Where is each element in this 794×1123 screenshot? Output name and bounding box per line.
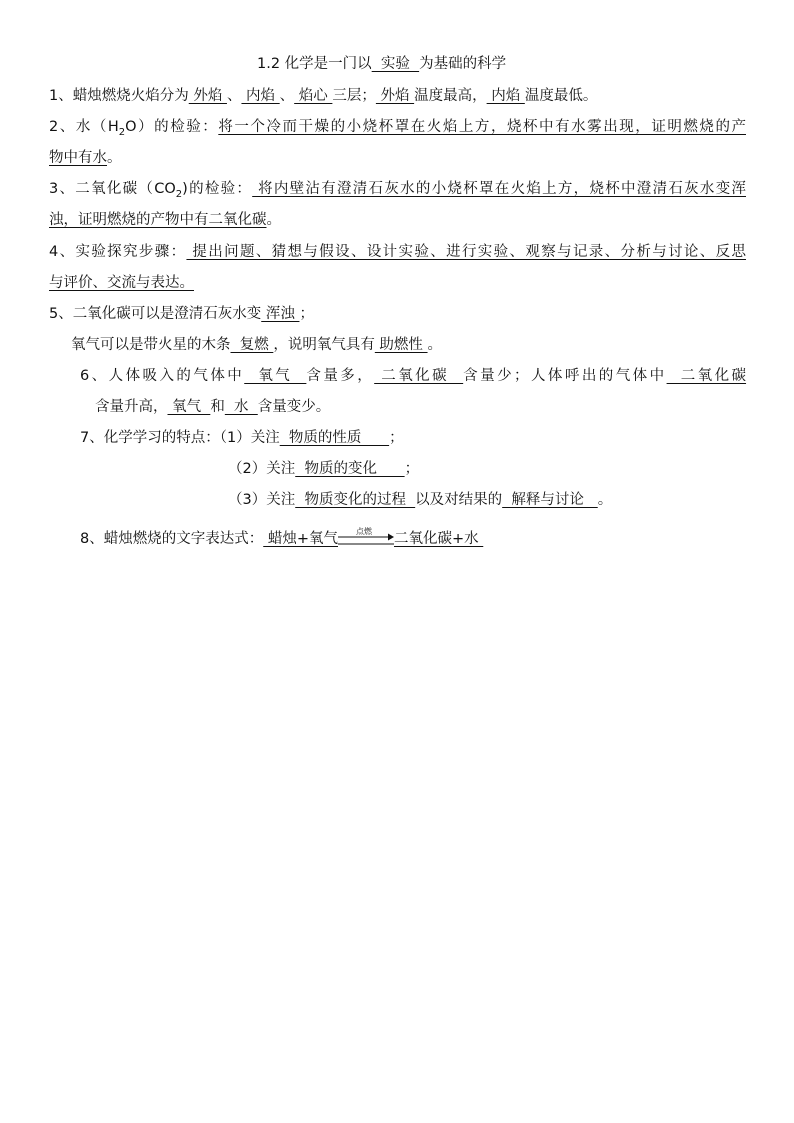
- answer-co2-exhaled: 二氧化碳: [666, 368, 747, 384]
- answer-coolest: 内焰: [486, 88, 525, 104]
- answer-hottest: 外焰: [375, 88, 415, 104]
- question-4-line-1: 4、实验探究步骤： 提出问题、猜想与假设、设计实验、进行实验、观察与记录、分析与讨论、反思: [49, 244, 746, 260]
- answer-water-test: 将一个冷而干燥的小烧杯罩在火焰上方，烧杯中有水雾出现，证明燃烧的产: [218, 119, 746, 135]
- reaction-arrow-icon: [338, 529, 394, 545]
- answer-process: 物质变化的过程: [295, 492, 416, 508]
- answer-reactants: 蜡烛+氧气: [263, 531, 338, 547]
- question-2-line-1: 2、水$(H_2O)$的检验：将一个冷而干燥的小烧杯罩在火焰上方，烧杯中有水雾出现，证明燃烧的产: [49, 119, 746, 138]
- page-title: 1.2 化学是一门以 实验 为基础的科学: [257, 56, 507, 72]
- answer-co2-test: 将内壁沾有澄清石灰水的小烧杯罩在火焰上方，烧杯中澄清石灰水变浑: [252, 181, 746, 197]
- answer-inquiry-steps: 提出问题、猜想与假设、设计实验、进行实验、观察与记录、分析与讨论、反思: [186, 244, 746, 260]
- answer-co2-inhaled: 二氧化碳: [374, 368, 464, 384]
- answer-changes: 物质的变化: [295, 461, 405, 477]
- question-3-line-2: 浊，证明燃烧的产物中有二氧化碳。: [49, 212, 281, 228]
- answer-oxygen-exhaled: 氧气: [167, 399, 211, 415]
- question-3-line-1: 3、二氧化碳$(CO_2)$的检验： 将内壁沾有澄清石灰水的小烧杯罩在火焰上方，烧杯中澄清石灰水变浑: [49, 181, 746, 200]
- answer-outer-flame: 外焰: [188, 88, 227, 104]
- question-8: 8、蜡烛燃烧的文字表达式： 蜡烛+氧气 点燃 二氧化碳+水: [80, 529, 483, 549]
- question-4-line-2: 与评价、交流与表达。: [49, 275, 194, 291]
- question-1: 1、蜡烛燃烧火焰分为 外焰 、 内焰 、 焰心 三层； 外焰 温度最高， 内焰 温度最低。: [49, 88, 598, 104]
- answer-water-exhaled: 水: [224, 399, 258, 415]
- answer-oxygen-inhaled: 氧气: [244, 368, 307, 384]
- answer-properties: 物质的性质: [279, 430, 390, 446]
- answer-rekindle: 复燃: [230, 337, 274, 353]
- answer-explanation: 解释与讨论: [502, 492, 598, 508]
- answer-inner-flame: 内焰: [241, 88, 280, 104]
- answer-products: 二氧化碳+水: [394, 531, 484, 547]
- question-6-line-1: 6、人体吸入的气体中 氧气 含量多， 二氧化碳 含量少；人体呼出的气体中 二氧化碳: [80, 368, 747, 384]
- question-5-line-1: 5、二氧化碳可以是澄清石灰水变 浑浊 ；: [49, 306, 314, 322]
- answer-turbid: 浑浊: [261, 306, 300, 322]
- answer-combustion-support: 助燃性: [374, 337, 428, 353]
- question-7-line-1: 7、化学学习的特点：（1）关注 物质的性质 ；: [80, 430, 404, 446]
- question-5-line-2: 氧气可以是带火星的木条 复燃 ，说明氧气具有 助燃性 。: [71, 337, 443, 353]
- answer-flame-core: 焰心: [294, 88, 333, 104]
- question-7-line-2: （2）关注 物质的变化 ；: [228, 461, 420, 477]
- title-blank: 实验: [371, 56, 420, 72]
- question-6-line-2: 含量升高， 氧气 和 水 含量变少。: [95, 399, 331, 415]
- question-2-line-2: 物中有水。: [49, 150, 122, 166]
- question-7-line-3: （3）关注 物质变化的过程 以及对结果的 解释与讨论 。: [228, 492, 613, 508]
- reaction-condition: 点燃: [356, 527, 372, 536]
